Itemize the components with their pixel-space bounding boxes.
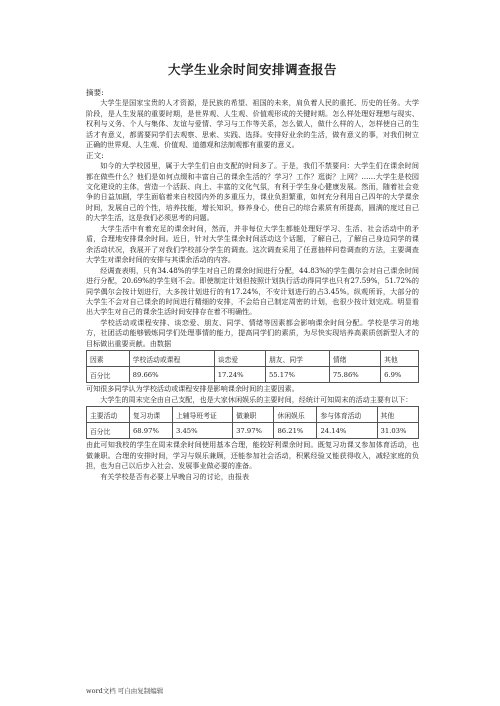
table-row [87, 407, 419, 423]
weekend-activity-table [86, 406, 419, 439]
body-label: 正文: [86, 150, 104, 160]
table-cell: 17.24% [214, 367, 265, 383]
table-cell: 68.97% [129, 423, 172, 439]
table-cell: 24.14% [317, 423, 377, 439]
table-cell: 86.21% [274, 423, 317, 439]
body-paragraph-6: 有关学校是否有必要上早晚自习的讨论，由报表 [100, 471, 250, 481]
table-cell: 89.66% [129, 367, 214, 383]
table-cell: 百分比 [87, 423, 130, 439]
footer-note: word文档 可自由复制编辑 [86, 687, 164, 695]
table-cell: 百分比 [87, 367, 130, 383]
table-header-cell: 参与体育活动 [317, 407, 377, 423]
table-header-cell: 其他 [381, 351, 419, 367]
factor-table [86, 350, 419, 383]
table1-conclusion: 可知很多同学认为学校活动或课程安排是影响课余时间的主要因素。 [86, 384, 299, 394]
body-paragraph-4: 学校活动或课程安排、谈恋爱、朋友、同学、情绪等因素都会影响课余时间分配。学校是学习的地方，社团活动能够锻炼同学们处理事情的能力，提高同学们的素质，为尽快实现培养高素质创新型人才的目标做出重要贡献。由数据 [86, 317, 419, 348]
body-paragraph-5: 大学生的周末完全由自己支配，也是大家休闲娱乐的主要时间，经统计可知周末的活动主要有以下： [100, 394, 413, 404]
table-header-cell: 谈恋爱 [214, 351, 265, 367]
table-cell: 6.9% [381, 367, 419, 383]
table-header-cell: 上辅导班考证 [172, 407, 232, 423]
table-row [87, 423, 419, 439]
table-header-cell: 做兼职 [233, 407, 274, 423]
table-header-cell: 休闲娱乐 [274, 407, 317, 423]
body-paragraph-2: 大学生活中有着充足的课余时间，然而，并非每位大学生都能处理好学习、生活、社会活动中的矛盾，合理地安排课余时间。近日，针对大学生课余时间活动这个话题，了解自己，了解自己身边同学的课余活动状况，我展开了对我们学校部分学生的调查。这次调查采用了任意抽样问卷调查的方法，主要调查大学生对课余时间的安排与其课余活动的内容。 [86, 223, 419, 265]
table-cell: 3.45% [172, 423, 232, 439]
table-row [87, 351, 419, 367]
table-row [87, 367, 419, 383]
table-header-cell: 复习功课 [129, 407, 172, 423]
table-header-cell: 学校活动或课程 [129, 351, 214, 367]
table-header-cell: 其他 [377, 407, 418, 423]
table-header-cell: 情绪 [329, 351, 380, 367]
body-paragraph-3: 经调查表明，只有34.48%的学生对自己的课余时间进行分配，44.83%的学生偶尔会对自己课余时间进行分配，20.69%的学生则不会。即使制定计划但按照计划执行活动得同学也只有27.59%，51.72%的同学偶尔会按计划进行，大多按计划进行的有17.24%，不安计划进行的占3.45%。纵观所诉，大部分的大学生不会对自己课余的时间进行精细的安排，不会给自己制定周密的计划，也很少按计划完成。明显看出大学生对自己的课余生活时间安排存在着不明确性。 [86, 265, 419, 317]
table-header-cell: 朋友、同学 [265, 351, 329, 367]
table-header-cell: 主要活动 [87, 407, 130, 423]
abstract-paragraph: 大学生是国家宝贵的人才资源，是民族的希望、祖国的未来，肩负着人民的重托、历史的任务。大学阶段，是人生发展的重要时期，是世界观、人生观、价值观形成的关键时期。怎么样处理好理想与现实、权利与义务、个人与集体、友谊与爱情、学习与工作等关系，怎么做人，做什么样的人，怎样使自己的生活才有意义，都需要同学们去观察、思索、实践、选择。安排好业余的生活，做有意义的事，对我们树立正确的世界观、人生观、价值观、道德观和法制观都有重要的意义。 [86, 98, 419, 150]
document-title: 大学生业余时间安排调查报告 [167, 62, 337, 77]
table-cell: 55.17% [265, 367, 329, 383]
table-cell: 31.03% [377, 423, 418, 439]
table-cell: 75.86% [329, 367, 380, 383]
body-paragraph-1: 如今的大学校园里，属于大学生们自由支配的时间多了。于是，我们不禁要问：大学生们在课余时间都在做些什么？他们是如何点缀和丰富自己的课余生活的？学习？工作？逛街？上网？……大学生是校园文化建设的主体，营造一个活跃、向上、丰富的文化气氛，有利于学生身心健康发展。然而，随着社会竞争的日益加剧，学生面临着来自校园内外的多重压力，课业负担繁重，如何充分利用自己四年的大学课余时间，发展自己的个性，培养技能，增长知识，修养身心，使自己的综合素质有所提高，圆满的度过自己的大学生活，这是我们必须思考的问题。 [86, 161, 419, 223]
abstract-label: 摘要: [86, 88, 104, 97]
table-cell: 37.97% [233, 423, 274, 439]
table-header-cell: 因素 [87, 351, 130, 367]
table2-conclusion: 由此可知我校的学生在周末课余时间使用基本合理，能较好利课余时间。既复习功课又参加体育活动，也做兼职。合理的安排时间，学习与娱乐兼顾，还能参加社会活动，积累经验又能获得收入，减轻家庭的负担，也为自己以后步入社会、发展事业做必要的准备。 [86, 440, 419, 471]
document-page [86, 60, 419, 482]
